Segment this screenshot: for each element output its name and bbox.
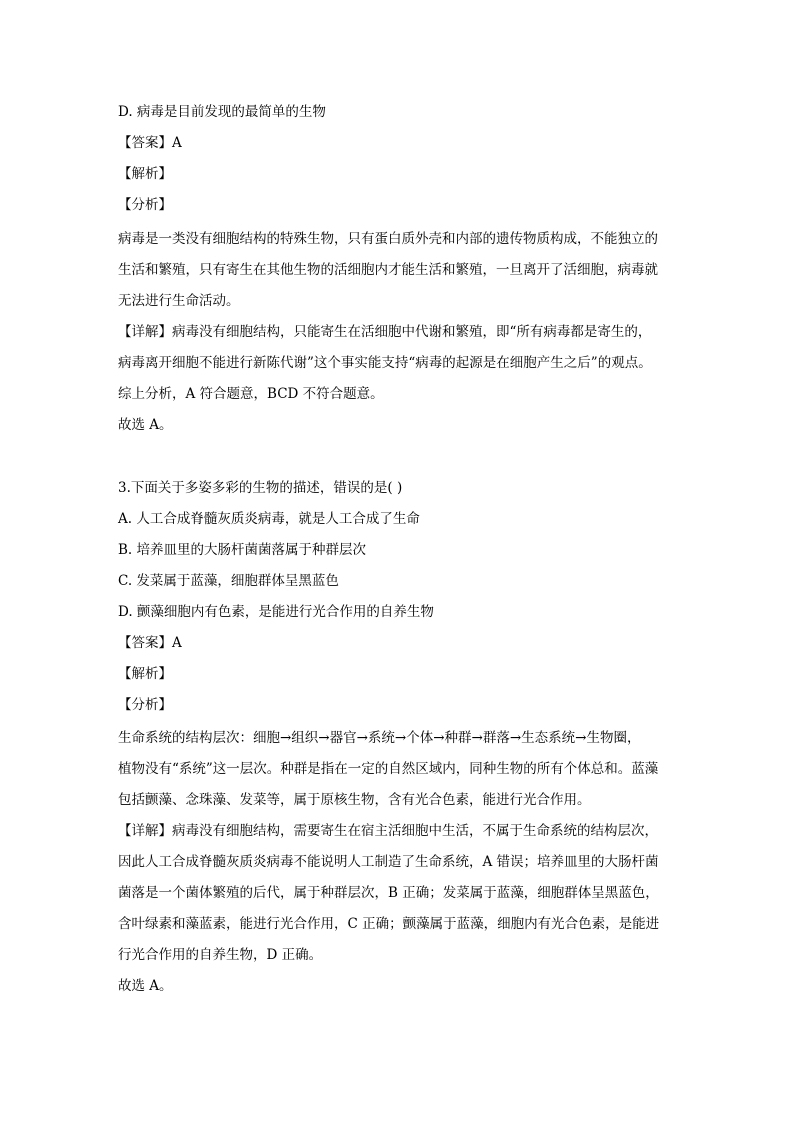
q2-analysis-line: 生活和繁殖，只有寄生在其他生物的活细胞内才能生活和繁殖，一旦离开了活细胞，病毒就: [118, 262, 658, 278]
q3-jiexi-heading: 【解析】: [118, 666, 172, 682]
q3-analysis-line: 包括颤藻、念珠藻、发菜等，属于原核生物，含有光合色素，能进行光合作用。: [118, 792, 591, 808]
q3-option-b: B. 培养皿里的大肠杆菌菌落属于种群层次: [118, 542, 367, 558]
q3-detail-line: 菌落是一个菌体繁殖的后代，属于种群层次，B 正确；发菜属于蓝藻，细胞群体呈黑蓝色，: [118, 885, 659, 901]
q3-detail-line: 行光合作用的自养生物，D 正确。: [118, 947, 323, 963]
q3-option-c: C. 发菜属于蓝藻，细胞群体呈黑蓝色: [118, 573, 339, 589]
q3-analysis-line: 植物没有“系统”这一层次。种群是指在一定的自然区域内，同种生物的所有个体总和。蓝藻: [118, 761, 659, 777]
q2-analysis-line: 病毒是一类没有细胞结构的特殊生物，只有蛋白质外壳和内部的遗传物质构成，不能独立的: [118, 231, 658, 247]
q3-fenxi-heading: 【分析】: [118, 697, 172, 713]
q3-detail-line: 含叶绿素和藻蓝素，能进行光合作用，C 正确；颤藻属于蓝藻，细胞内有光合色素，是能进: [118, 916, 660, 932]
q3-option-a: A. 人工合成脊髓灰质炎病毒，就是人工合成了生命: [118, 511, 420, 527]
q2-fenxi-heading: 【分析】: [118, 197, 172, 213]
q3-detail-line: 因此人工合成脊髓灰质炎病毒不能说明人工制造了生命系统，A 错误；培养皿里的大肠杆菌: [118, 854, 659, 870]
q2-answer: 【答案】A: [118, 135, 182, 151]
q2-analysis-line: 无法进行生命活动。: [118, 293, 240, 309]
q2-detail-line: 综上分析，A 符合题意，BCD 不符合题意。: [118, 386, 384, 402]
q2-detail-line: 【详解】病毒没有细胞结构，只能寄生在活细胞中代谢和繁殖，即“所有病毒都是寄生的，: [118, 324, 652, 340]
q2-detail-line: 病毒离开细胞不能进行新陈代谢”这个事实能支持“病毒的起源是在细胞产生之后”的观点。: [118, 355, 652, 371]
q3-detail-line: 【详解】病毒没有细胞结构，需要寄生在宿主活细胞中生活，不属于生命系统的结构层次，: [118, 823, 658, 839]
q2-option-d: D. 病毒是目前发现的最简单的生物: [118, 104, 326, 120]
q3-analysis-line: 生命系统的结构层次：细胞→组织→器官→系统→个体→种群→群落→生态系统→生物圈，: [118, 730, 641, 746]
q2-jiexi-heading: 【解析】: [118, 166, 172, 182]
q3-question: 3.下面关于多姿多彩的生物的描述，错误的是( ): [118, 480, 403, 496]
q3-choice: 故选 A。: [118, 978, 173, 994]
q3-option-d: D. 颤藻细胞内有色素，是能进行光合作用的自养生物: [118, 604, 434, 620]
q3-answer: 【答案】A: [118, 635, 182, 651]
q2-choice: 故选 A。: [118, 417, 173, 433]
